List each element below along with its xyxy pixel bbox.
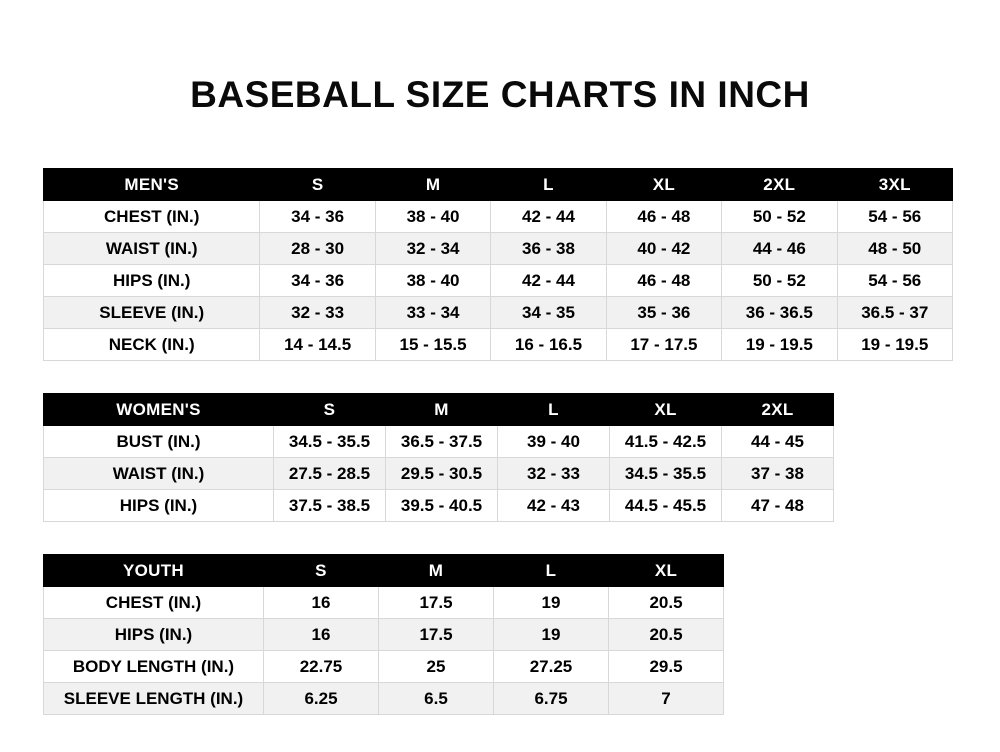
womens-header-m: M xyxy=(386,394,498,426)
row-label: WAIST (IN.) xyxy=(44,233,260,265)
womens-header-2xl: 2XL xyxy=(722,394,834,426)
mens-table-block xyxy=(43,168,957,361)
womens-header-s: S xyxy=(274,394,386,426)
row-label: BUST (IN.) xyxy=(44,426,274,458)
cell: 28 - 30 xyxy=(260,233,375,265)
cell: 34 - 35 xyxy=(491,297,606,329)
youth-header-m: M xyxy=(379,555,494,587)
womens-table-block xyxy=(43,393,957,522)
cell: 33 - 34 xyxy=(375,297,490,329)
cell: 42 - 43 xyxy=(498,490,610,522)
womens-table-body xyxy=(44,426,834,522)
table-row xyxy=(44,587,724,619)
tables-container xyxy=(0,168,1000,715)
mens-size-table xyxy=(43,168,953,361)
table-row xyxy=(44,233,953,265)
row-label: WAIST (IN.) xyxy=(44,458,274,490)
cell: 37.5 - 38.5 xyxy=(274,490,386,522)
table-row xyxy=(44,490,834,522)
cell: 40 - 42 xyxy=(606,233,721,265)
youth-table-body xyxy=(44,587,724,715)
womens-size-table xyxy=(43,393,834,522)
mens-header-l: L xyxy=(491,169,606,201)
cell: 16 - 16.5 xyxy=(491,329,606,361)
table-row xyxy=(44,426,834,458)
cell: 14 - 14.5 xyxy=(260,329,375,361)
youth-size-table xyxy=(43,554,724,715)
cell: 44 - 46 xyxy=(722,233,837,265)
cell: 32 - 33 xyxy=(260,297,375,329)
table-row xyxy=(44,683,724,715)
cell: 42 - 44 xyxy=(491,201,606,233)
youth-header-xl: XL xyxy=(609,555,724,587)
mens-header-m: M xyxy=(375,169,490,201)
cell: 44.5 - 45.5 xyxy=(610,490,722,522)
cell: 34.5 - 35.5 xyxy=(610,458,722,490)
cell: 20.5 xyxy=(609,587,724,619)
row-label: HIPS (IN.) xyxy=(44,265,260,297)
youth-header-category: YOUTH xyxy=(44,555,264,587)
womens-header-l: L xyxy=(498,394,610,426)
cell: 29.5 - 30.5 xyxy=(386,458,498,490)
cell: 15 - 15.5 xyxy=(375,329,490,361)
row-label: HIPS (IN.) xyxy=(44,619,264,651)
cell: 22.75 xyxy=(264,651,379,683)
cell: 29.5 xyxy=(609,651,724,683)
cell: 27.5 - 28.5 xyxy=(274,458,386,490)
cell: 19 xyxy=(494,587,609,619)
table-header-row xyxy=(44,394,834,426)
mens-header-xl: XL xyxy=(606,169,721,201)
cell: 7 xyxy=(609,683,724,715)
mens-table-header xyxy=(44,169,953,201)
row-label: NECK (IN.) xyxy=(44,329,260,361)
table-header-row xyxy=(44,555,724,587)
womens-header-category: WOMEN'S xyxy=(44,394,274,426)
youth-table-block xyxy=(43,554,957,715)
cell: 17.5 xyxy=(379,587,494,619)
cell: 32 - 33 xyxy=(498,458,610,490)
youth-header-l: L xyxy=(494,555,609,587)
table-row xyxy=(44,265,953,297)
cell: 37 - 38 xyxy=(722,458,834,490)
mens-header-2xl: 2XL xyxy=(722,169,837,201)
womens-table-header xyxy=(44,394,834,426)
cell: 54 - 56 xyxy=(837,201,952,233)
cell: 25 xyxy=(379,651,494,683)
cell: 16 xyxy=(264,619,379,651)
cell: 36.5 - 37 xyxy=(837,297,952,329)
cell: 34.5 - 35.5 xyxy=(274,426,386,458)
row-label: CHEST (IN.) xyxy=(44,587,264,619)
mens-table-body xyxy=(44,201,953,361)
cell: 20.5 xyxy=(609,619,724,651)
cell: 46 - 48 xyxy=(606,201,721,233)
youth-header-s: S xyxy=(264,555,379,587)
cell: 42 - 44 xyxy=(491,265,606,297)
row-label: HIPS (IN.) xyxy=(44,490,274,522)
cell: 54 - 56 xyxy=(837,265,952,297)
table-row xyxy=(44,619,724,651)
row-label: SLEEVE (IN.) xyxy=(44,297,260,329)
table-row xyxy=(44,329,953,361)
cell: 36.5 - 37.5 xyxy=(386,426,498,458)
table-row xyxy=(44,201,953,233)
page-title: BASEBALL SIZE CHARTS IN INCH xyxy=(190,74,810,115)
cell: 17.5 xyxy=(379,619,494,651)
cell: 38 - 40 xyxy=(375,201,490,233)
cell: 47 - 48 xyxy=(722,490,834,522)
cell: 6.25 xyxy=(264,683,379,715)
row-label: CHEST (IN.) xyxy=(44,201,260,233)
cell: 6.75 xyxy=(494,683,609,715)
cell: 19 - 19.5 xyxy=(837,329,952,361)
table-row xyxy=(44,458,834,490)
cell: 44 - 45 xyxy=(722,426,834,458)
cell: 34 - 36 xyxy=(260,201,375,233)
cell: 27.25 xyxy=(494,651,609,683)
cell: 17 - 17.5 xyxy=(606,329,721,361)
cell: 16 xyxy=(264,587,379,619)
cell: 50 - 52 xyxy=(722,201,837,233)
youth-table-header xyxy=(44,555,724,587)
cell: 34 - 36 xyxy=(260,265,375,297)
cell: 39 - 40 xyxy=(498,426,610,458)
cell: 46 - 48 xyxy=(606,265,721,297)
cell: 41.5 - 42.5 xyxy=(610,426,722,458)
cell: 36 - 38 xyxy=(491,233,606,265)
cell: 50 - 52 xyxy=(722,265,837,297)
row-label: SLEEVE LENGTH (IN.) xyxy=(44,683,264,715)
mens-header-s: S xyxy=(260,169,375,201)
cell: 36 - 36.5 xyxy=(722,297,837,329)
cell: 35 - 36 xyxy=(606,297,721,329)
cell: 19 - 19.5 xyxy=(722,329,837,361)
cell: 32 - 34 xyxy=(375,233,490,265)
row-label: BODY LENGTH (IN.) xyxy=(44,651,264,683)
cell: 39.5 - 40.5 xyxy=(386,490,498,522)
cell: 48 - 50 xyxy=(837,233,952,265)
womens-header-xl: XL xyxy=(610,394,722,426)
cell: 19 xyxy=(494,619,609,651)
table-row xyxy=(44,297,953,329)
table-header-row xyxy=(44,169,953,201)
table-row xyxy=(44,651,724,683)
cell: 38 - 40 xyxy=(375,265,490,297)
cell: 6.5 xyxy=(379,683,494,715)
mens-header-category: MEN'S xyxy=(44,169,260,201)
mens-header-3xl: 3XL xyxy=(837,169,952,201)
